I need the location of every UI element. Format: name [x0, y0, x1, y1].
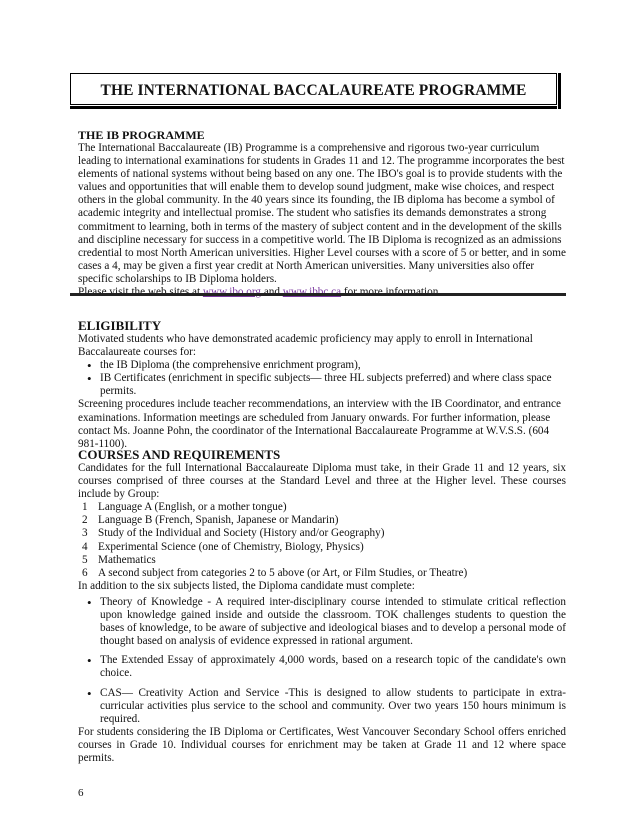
page-title: THE INTERNATIONAL BACCALAUREATE PROGRAMME [100, 82, 527, 99]
requirement-item: • Theory of Knowledge - A required inter-disciplinary course intended to stimulate critical reflection upon knowledge gained inside and outside the classroom. TOK challenges students to question the bases of knowledge, to be aware of subjective and ideological biases and to develop a personal mode of thought based on analysis of evidence expressed in rational argument. [78, 596, 566, 648]
group-number: 1 [82, 501, 88, 514]
ib-programme-section [78, 128, 566, 299]
eligibility-intro: Motivated students who have demonstrated academic proficiency may apply to enroll in International Baccalaureate courses for: [78, 333, 533, 359]
addition-text: In addition to the six subjects listed, the Diploma candidate must complete: [78, 579, 415, 592]
group-number: 4 [82, 540, 88, 553]
group-item [78, 554, 566, 567]
group-number: 2 [82, 514, 88, 527]
group-text: Language B (French, Spanish, Japanese or Mandarin) [98, 514, 339, 527]
group-item [78, 514, 566, 527]
group-number: 3 [82, 527, 88, 540]
group-number: 5 [82, 553, 88, 566]
group-text: Study of the Individual and Society (History and/or Geography) [98, 527, 385, 540]
requirement-item: • CAS— Creativity Action and Service -This is designed to allow students to participate in extra-curricular activities plus service to the school and community. Over two years 150 hours minimum is required. [78, 687, 566, 726]
divider-rule [70, 293, 566, 296]
screening-text: Screening procedures include teacher recommendations, an interview with the IB Coordinator, and entrance examinations. Information meetings are scheduled from January onwards. For further information, please contact Ms. Joanne Pohn, the coordinator of the International Baccalaureate Programme at W.V.S.S. (604 981-1100). [78, 398, 561, 450]
requirements-list [78, 596, 566, 726]
title-box [70, 73, 557, 105]
eligibility-heading: ELIGIBILITY [78, 318, 162, 333]
requirement-item: • The Extended Essay of approximately 4,000 words, based on a research topic of the candidate's own choice. [78, 654, 566, 680]
group-number: 6 [82, 566, 88, 579]
group-item [78, 501, 566, 514]
eligibility-item: • IB Certificates (enrichment in specific subjects— three HL subjects preferred) and where class space permits. [78, 372, 566, 398]
eligibility-list [78, 359, 566, 398]
group-text: Experimental Science (one of Chemistry, Biology, Physics) [98, 540, 364, 553]
ib-programme-heading: THE IB PROGRAMME [78, 128, 205, 142]
group-item [78, 527, 566, 540]
courses-intro: Candidates for the full International Baccalaureate Diploma must take, in their Grade 11 and 12 years, six courses comprised of three courses at the Standard Level and three at the Higher level. These courses include by Group: [78, 462, 566, 501]
courses-section [78, 447, 566, 765]
group-text: Language A (English, or a mother tongue) [98, 501, 287, 514]
groups-list [78, 501, 566, 580]
group-text: Mathematics [98, 553, 156, 566]
group-item [78, 541, 566, 554]
group-text: A second subject from categories 2 to 5 above (or Art, or Film Studies, or Theatre) [98, 566, 468, 579]
eligibility-section [78, 318, 566, 451]
courses-heading: COURSES AND REQUIREMENTS [78, 447, 281, 462]
page-number: 6 [78, 787, 84, 799]
group-item [78, 567, 566, 580]
ib-programme-body: The International Baccalaureate (IB) Programme is a comprehensive and rigorous two-year curriculum leading to international examinations for students in Grades 11 and 12. The programme incorporates the best elements of national systems without being based on any one. The IBO's goal is to provide students with the values and opportunities that will enable them to develop sound judgment, make wise choices, and respect others in the global community. In the 40 years since its founding, the IB diploma has become a symbol of academic integrity and intellectual promise. The student who satisfies its demands demonstrates a strong commitment to learning, both in terms of the mastery of subject content and in the development of the skills and discipline necessary for success in a competitive world. The IB Diploma is recognized as an admissions credential to most North American universities. Higher Level courses with a score of 5 or better, and in some cases a 4, may be given a first year credit at North American universities. Many universities also offer specific scholarships to IB Diploma holders. [78, 142, 566, 285]
closing-text: For students considering the IB Diploma or Certificates, West Vancouver Secondary School offers enriched courses in Grade 10. Individual courses for enrichment may be taken at Grade 11 and 12 where space permits. [78, 725, 566, 764]
eligibility-item: • the IB Diploma (the comprehensive enrichment program), [78, 359, 566, 372]
